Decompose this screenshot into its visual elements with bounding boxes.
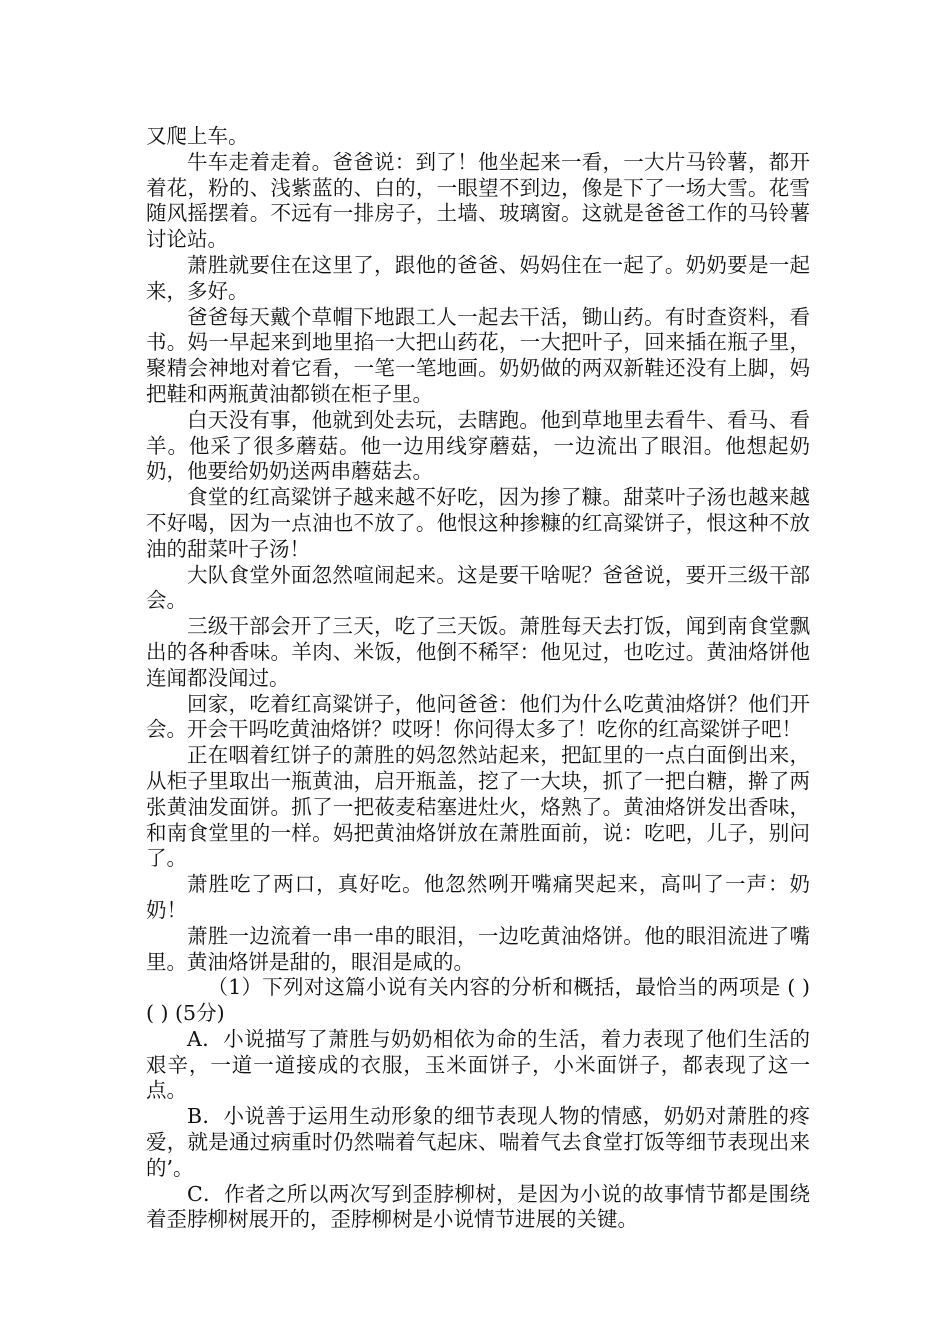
- paragraph: 三级干部会开了三天，吃了三天饭。萧胜每天去打饭，闻到南食堂飘出的各种香味。羊肉、米饭，他倒不稀罕：他见过，也吃过。黄油烙饼他连闻都没闻过。: [146, 614, 810, 690]
- paragraph: 萧胜一边流着一串一串的眼泪，一边吃黄油烙饼。他的眼泪流进了嘴里。黄油烙饼是甜的，眼泪是咸的。: [146, 923, 810, 974]
- question-option-a: A．小说描写了萧胜与奶奶相依为命的生活，着力表现了他们生活的艰辛，一道一道接成的衣服，玉米面饼子，小米面饼子，都表现了这一点。: [146, 1026, 810, 1103]
- paragraph: 牛车走着走着。爸爸说：到了！他坐起来一看，一大片马铃薯，都开着花，粉的、浅紫蓝的、白的，一眼望不到边，像是下了一场大雪。花雪随风摇摆着。不远有一排房子，土墙、玻璃窗。这就是爸爸工作的马铃薯讨论站。: [146, 149, 810, 252]
- question-option-b: B．小说善于运用生动形象的细节表现人物的情感，奶奶对萧胜的疼爱，就是通过病重时仍然喘着气起床、喘着气去食堂打饭等细节表现出来的’。: [146, 1104, 810, 1180]
- paragraph: 白天没有事，他就到处去玩，去瞎跑。他到草地里去看牛、看马、看羊。他采了很多蘑菇。他一边用线穿蘑菇，一边流出了眼泪。他想起奶奶，他要给奶奶送两串蘑菇去。: [146, 407, 810, 484]
- paragraph: 回家，吃着红高粱饼子，他问爸爸：他们为什么吃黄油烙饼？他们开会。开会干吗吃黄油烙饼？哎呀！你问得太多了！吃你的红高粱饼子吧！: [146, 691, 810, 742]
- document-page: [146, 124, 810, 1233]
- paragraph: 食堂的红高粱饼子越来越不好吃，因为掺了糠。甜菜叶子汤也越来越不好喝，因为一点油也不放了。他恨这种掺糠的红高粱饼子，恨这种不放油的甜菜叶子汤！: [146, 485, 810, 561]
- question-stem: （1）下列对这篇小说有关内容的分析和概括，最恰当的两项是 ( ) ( ) (5分): [146, 975, 810, 1026]
- paragraph: 又爬上车。: [146, 124, 249, 148]
- paragraph: 爸爸每天戴个草帽下地跟工人一起去干活，锄山药。有时查资料，看书。妈一早起来到地里掐一大把山药花，一大把叶子，回来插在瓶子里，聚精会神地对着它看，一笔一笔地画。奶奶做的两双新鞋还没有上脚，妈把鞋和两瓶黄油都锁在柜子里。: [146, 304, 810, 406]
- paragraph: 萧胜吃了两口，真好吃。他忽然咧开嘴痛哭起来，高叫了一声：奶奶！: [146, 872, 810, 922]
- paragraph: 萧胜就要住在这里了，跟他的爸爸、妈妈住在一起了。奶奶要是一起来，多好。: [146, 252, 810, 303]
- paragraph: 大队食堂外面忽然喧闹起来。这是要干啥呢？爸爸说，要开三级干部会。: [146, 562, 810, 613]
- question-option-c: C．作者之所以两次写到歪脖柳树，是因为小说的故事情节都是围绕着歪脖柳树展开的，歪脖柳树是小说情节进展的关键。: [146, 1181, 810, 1232]
- paragraph: 正在咽着红饼子的萧胜的妈忽然站起来，把缸里的一点白面倒出来，从柜子里取出一瓶黄油，启开瓶盖，挖了一大块，抓了一把白糖，擀了两张黄油发面饼。抓了一把莜麦秸塞进灶火，烙熟了。黄油烙饼发出香味，和南食堂里的一样。妈把黄油烙饼放在萧胜面前，说：吃吧，儿子，别问了。: [146, 743, 810, 871]
